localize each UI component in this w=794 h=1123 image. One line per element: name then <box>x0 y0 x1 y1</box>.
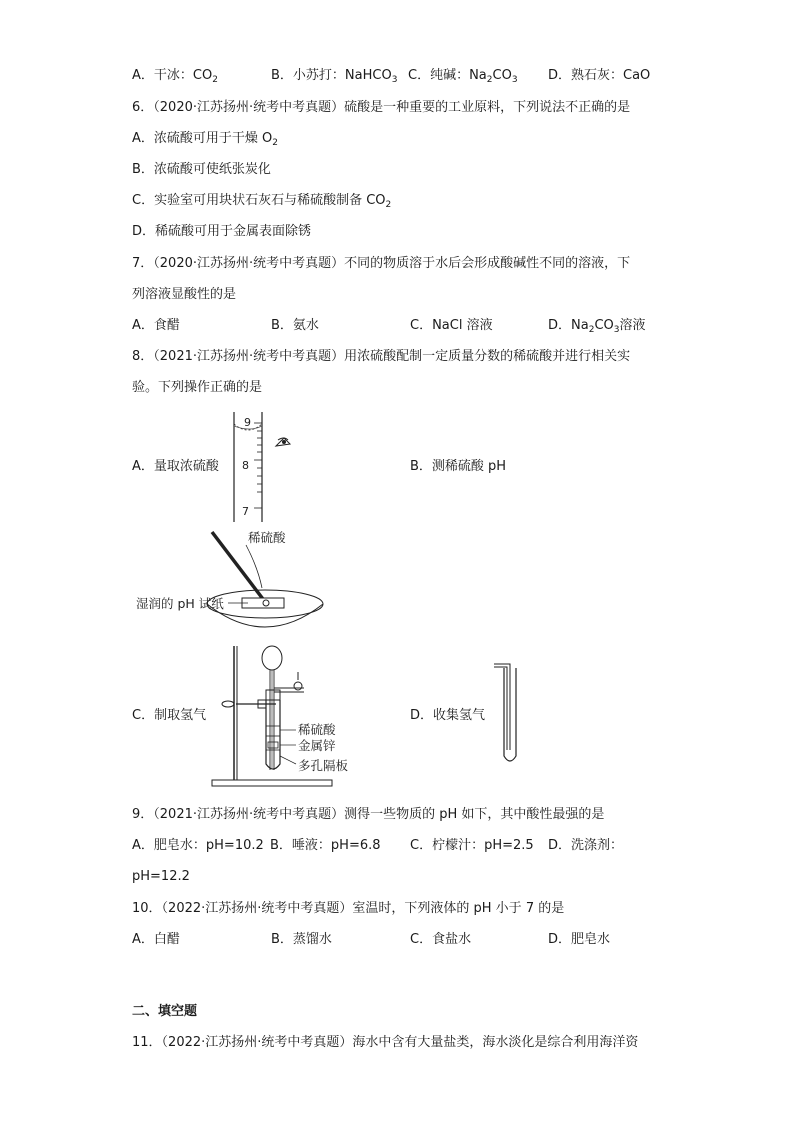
q8-option-b: B．测稀硫酸 pH <box>410 459 507 474</box>
q7-stem-line2: 列溶液显酸性的是 <box>132 287 237 302</box>
hydrogen-generator-figure <box>200 640 375 790</box>
q8-option-d: D．收集氢气 <box>410 708 486 723</box>
q10-option-d: D．肥皂水 <box>548 932 611 947</box>
q8-stem-line1: 8．（2021·江苏扬州·统考中考真题）用浓硫酸配制一定质量分数的稀硫酸并进行相关实 <box>132 349 631 364</box>
q10-option-b: B．蒸馏水 <box>271 932 332 947</box>
ph-acid-label: 稀硫酸 <box>248 530 286 545</box>
q7-option-b: B．氨水 <box>271 318 319 333</box>
ph-paper-label: 湿润的 pH 试纸 <box>136 596 224 611</box>
generator-zinc-label: 金属锌 <box>298 738 336 753</box>
q11-stem: 11．（2022·江苏扬州·统考中考真题）海水中含有大量盐类，海水淡化是综合利用海洋资 <box>132 1035 639 1050</box>
q5-option-c: C．纯碱：$Na_2CO_3$ <box>408 68 518 85</box>
generator-acid-label: 稀硫酸 <box>298 722 336 737</box>
cylinder-mark-8: 8 <box>242 459 249 472</box>
q8-stem-line2: 验。下列操作正确的是 <box>132 380 263 395</box>
q6-option-c: C．实验室可用块状石灰石与稀硫酸制备 $CO_2$ <box>132 193 392 210</box>
q7-option-c: C．NaCl 溶液 <box>410 318 493 333</box>
graduated-cylinder-figure <box>220 410 300 525</box>
q8-option-a: A．量取浓硫酸 <box>132 459 219 474</box>
cylinder-mark-9: 9 <box>244 416 251 429</box>
q6-option-a: A．浓硫酸可用于干燥 $O_2$ <box>132 131 278 148</box>
q9-option-a: A．肥皂水：pH=10.2 <box>132 838 264 853</box>
q9-stem: 9．（2021·江苏扬州·统考中考真题）测得一些物质的 pH 如下，其中酸性最强的是 <box>132 807 605 822</box>
q7-option-a: A．食醋 <box>132 318 180 333</box>
q6-option-d: D．稀硫酸可用于金属表面除锈 <box>132 224 312 239</box>
generator-plate-label: 多孔隔板 <box>298 758 349 773</box>
q7-option-d: D．$Na_2CO_3$溶液 <box>548 318 646 335</box>
q6-option-b: B．浓硫酸可使纸张炭化 <box>132 162 271 177</box>
eye-icon <box>276 438 290 446</box>
q5-option-b: B．小苏打：NaHCO$_3$ <box>271 68 398 85</box>
q5-option-a: A．干冰：$CO_2$ <box>132 68 218 85</box>
gas-collection-figure <box>490 660 530 770</box>
q6-stem: 6．（2020·江苏扬州·统考中考真题）硫酸是一种重要的工业原料，下列说法不正确的是 <box>132 100 631 115</box>
q8-option-c: C．制取氢气 <box>132 708 207 723</box>
q9-option-c: C．柠檬汁：pH=2.5 <box>410 838 534 853</box>
q9-option-b: B．唾液：pH=6.8 <box>270 838 381 853</box>
q10-stem: 10．（2022·江苏扬州·统考中考真题）室温时，下列液体的 pH 小于 7 的是 <box>132 901 565 916</box>
q9-option-d-cont: pH=12.2 <box>132 869 190 884</box>
section-heading: 二、填空题 <box>132 1004 198 1019</box>
ph-test-figure <box>130 528 340 648</box>
q9-option-d: D．洗涤剂： <box>548 838 624 853</box>
q10-option-a: A．白醋 <box>132 932 180 947</box>
q7-stem-line1: 7．（2020·江苏扬州·统考中考真题）不同的物质溶于水后会形成酸碱性不同的溶液，下 <box>132 256 631 271</box>
cylinder-mark-7: 7 <box>242 505 249 518</box>
q5-option-d: D．熟石灰：CaO <box>548 68 651 83</box>
q10-option-c: C．食盐水 <box>410 932 472 947</box>
